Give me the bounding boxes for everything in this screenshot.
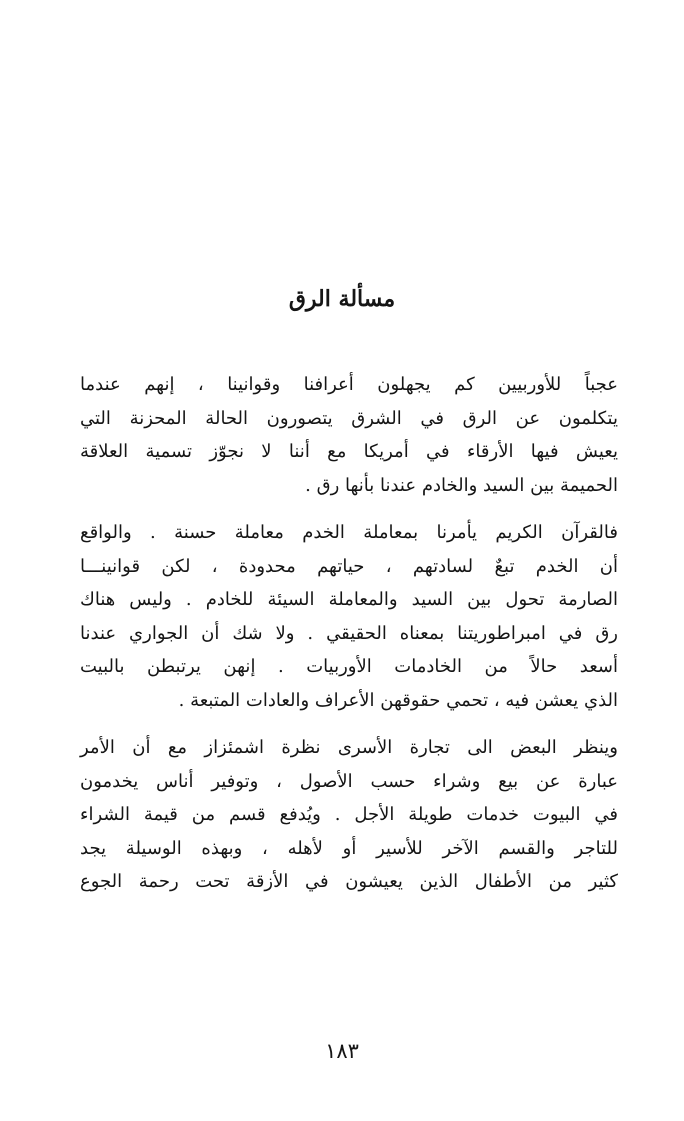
text-line: عبارة عن بيع وشراء حسب الأصول ، وتوفير أناس يخدمون: [80, 770, 618, 792]
text-line: في البيوت خدمات طويلة الأجل . ويُدفع قسم من قيمة الشراء: [80, 804, 618, 825]
text-line: الحميمة بين السيد والخادم عندنا بأنها رق .: [305, 474, 618, 496]
body-text: [80, 368, 618, 913]
chapter-title: مسألة الرق: [288, 286, 396, 312]
text-line: وينظر البعض الى تجارة الأسرى نظرة اشمئزاز مع أن الأمر: [80, 737, 618, 758]
page-number: ١٨٣: [325, 1039, 359, 1063]
text-line: يتكلمون عن الرق في الشرق يتصورون الحالة المحزنة التي: [80, 407, 618, 429]
text-line: فالقرآن الكريم يأمرنا بمعاملة الخدم معاملة حسنة . والواقع: [80, 522, 618, 543]
text-line: أن الخدم تبعٌ لسادتهم ، حياتهم محدودة ، لكن قوانينـــا: [80, 555, 618, 577]
text-line: يعيش فيها الأرقاء في أمريكا مع أننا لا نجوّز تسمية العلاقة: [80, 441, 618, 462]
text-line: عجباً للأوربيين كم يجهلون أعرافنا وقوانينا ، إنهم عندما: [80, 374, 618, 395]
text-line: للتاجر والقسم الآخر للأسير أو لأهله ، وبهذه الوسيلة يجد: [80, 837, 618, 859]
paragraph-3: [80, 731, 618, 899]
text-line: رق في امبراطوريتنا بمعناه الحقيقي . ولا شك أن الجواري عندنا: [80, 622, 618, 644]
text-line: كثير من الأطفال الذين يعيشون في الأزقة تحت رحمة الجوع: [80, 871, 618, 892]
text-line: الذي يعشن فيه ، تحمي حقوقهن الأعراف والعادات المتبعة .: [178, 689, 618, 711]
paragraph-2: [80, 516, 618, 717]
text-line: الصارمة تحول بين السيد والمعاملة السيئة للخادم . وليس هناك: [80, 589, 618, 610]
paragraph-1: [80, 368, 618, 502]
text-line: أسعد حالاً من الخادمات الأوربيات . إنهن يرتبطن بالبيت: [80, 656, 618, 677]
